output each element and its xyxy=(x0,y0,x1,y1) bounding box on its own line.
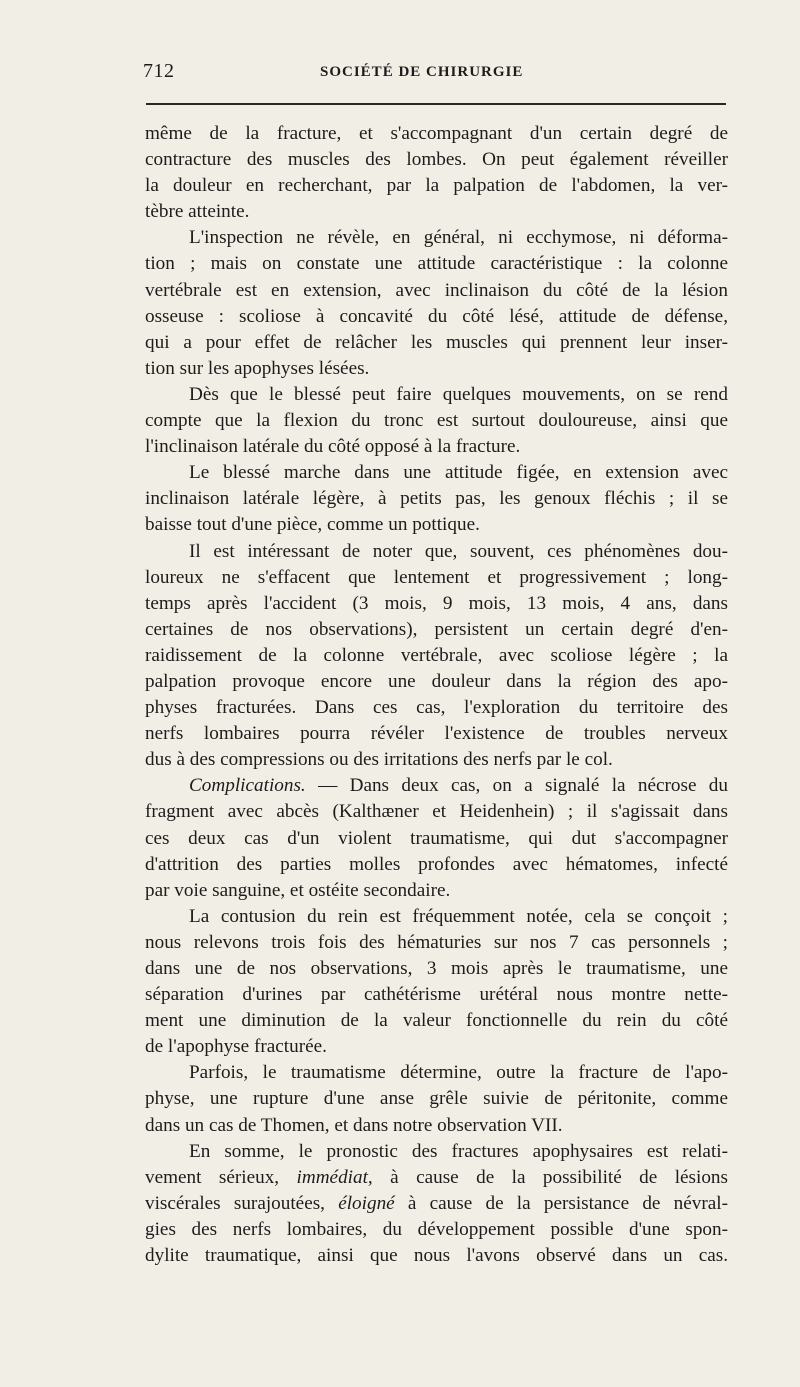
text-line: loureux ne s'effacent que lentement et progressivement ; long- xyxy=(145,566,728,588)
emphasis: éloigné xyxy=(338,1192,395,1214)
text-line: palpation provoque encore une douleur dans la région des apo- xyxy=(145,670,728,692)
line-text: vement sérieux, xyxy=(145,1166,297,1188)
text-line: Parfois, le traumatisme détermine, outre la fracture de l'apo- xyxy=(189,1062,728,1084)
header-rule xyxy=(146,103,726,105)
page-number: 712 xyxy=(143,60,175,82)
text-line: dans un cas de Thomen, et dans notre observation VII. xyxy=(145,1114,563,1136)
text-line xyxy=(145,773,728,799)
line-text: — Dans deux cas, on a signalé la nécrose du xyxy=(305,775,728,797)
text-line: qui a pour effet de relâcher les muscles qui prennent leur inser- xyxy=(145,331,728,353)
text-line: même de la fracture, et s'accompagnant d'un certain degré de xyxy=(145,123,728,144)
text-line: physes fracturées. Dans ces cas, l'exploration du territoire des xyxy=(145,697,728,719)
text-line: L'inspection ne révèle, en général, ni ecchymose, ni déforma- xyxy=(189,227,728,249)
text-line: de l'apophyse fracturée. xyxy=(145,1036,327,1058)
text-line: inclinaison latérale légère, à petits pas, les genoux fléchis ; il se xyxy=(145,488,728,510)
text-line: l'inclinaison latérale du côté opposé à la fracture. xyxy=(145,436,521,458)
text-line: osseuse : scoliose à concavité du côté lésé, attitude de défense, xyxy=(145,305,728,327)
text-line: baisse tout d'une pièce, comme un pottique. xyxy=(145,514,480,536)
text-line xyxy=(145,1165,728,1191)
text-line: gies des nerfs lombaires, du développement possible d'une spon- xyxy=(145,1218,728,1240)
text-line: vertébrale est en extension, avec inclinaison du côté de la lésion xyxy=(145,279,728,301)
text-line: nerfs lombaires pourra révéler l'existence de troubles nerveux xyxy=(145,723,728,745)
emphasis: immédiat, xyxy=(296,1166,373,1188)
text-line: Le blessé marche dans une attitude figée, en extension avec xyxy=(189,462,728,484)
running-title: SOCIÉTÉ DE CHIRURGIE xyxy=(320,64,524,80)
text-line: d'attrition des parties molles profondes avec hématomes, infecté xyxy=(145,853,728,875)
text-line: par voie sanguine, et ostéite secondaire. xyxy=(145,879,451,901)
text-line: En somme, le pronostic des fractures apophysaires est relati- xyxy=(189,1140,728,1162)
text-line: tèbre atteinte. xyxy=(145,201,250,223)
text-line xyxy=(145,1191,728,1217)
text-line: Il est intéressant de noter que, souvent, ces phénomènes dou- xyxy=(189,540,728,562)
section-heading: Complications. xyxy=(189,775,306,797)
text-line: dus à des compressions ou des irritations des nerfs par le col. xyxy=(145,749,613,771)
text-line: temps après l'accident (3 mois, 9 mois, 13 mois, 4 ans, dans xyxy=(145,592,728,614)
text-line: La contusion du rein est fréquemment notée, cela se conçoit ; xyxy=(189,905,728,927)
body-text xyxy=(145,121,728,1269)
text-line: fragment avec abcès (Kalthæner et Heidenhein) ; il s'agissait dans xyxy=(145,801,728,823)
text-line: raidissement de la colonne vertébrale, avec scoliose légère ; la xyxy=(145,644,728,666)
text-line: ces deux cas d'un violent traumatisme, qui dut s'accompagner xyxy=(145,827,728,849)
text-line: tion ; mais on constate une attitude caractéristique : la colonne xyxy=(145,253,728,275)
text-line: contracture des muscles des lombes. On peut également réveiller xyxy=(145,149,728,171)
line-text: à cause de la possibilité de lésions xyxy=(372,1166,728,1188)
text-line: séparation d'urines par cathétérisme urétéral nous montre nette- xyxy=(145,984,728,1006)
text-line: la douleur en recherchant, par la palpation de l'abdomen, la ver- xyxy=(145,175,728,197)
line-text: viscérales surajoutées, xyxy=(145,1192,339,1214)
text-line: physe, une rupture d'une anse grêle suivie de péritonite, comme xyxy=(145,1088,728,1110)
text-line: certaines de nos observations), persistent un certain degré d'en- xyxy=(145,618,728,640)
text-line: dylite traumatique, ainsi que nous l'avons observé dans un cas. xyxy=(145,1245,728,1267)
line-text: à cause de la persistance de névral- xyxy=(394,1192,728,1214)
text-line: ment une diminution de la valeur fonctionnelle du rein du côté xyxy=(145,1010,728,1032)
text-line: nous relevons trois fois des hématuries sur nos 7 cas personnels ; xyxy=(145,931,728,953)
text-line: compte que la flexion du tronc est surtout douloureuse, ainsi que xyxy=(145,410,728,432)
text-line: Dès que le blessé peut faire quelques mouvements, on se rend xyxy=(189,383,728,405)
text-line: dans une de nos observations, 3 mois après le traumatisme, une xyxy=(145,958,728,979)
text-line: tion sur les apophyses lésées. xyxy=(145,357,370,379)
